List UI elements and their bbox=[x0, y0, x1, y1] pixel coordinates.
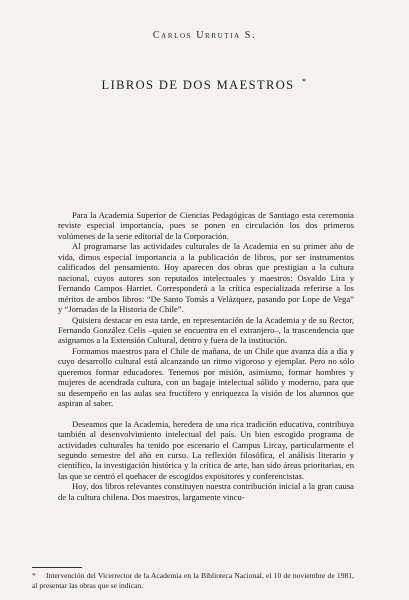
footnote-text: Intervención del Vicerrector de la Academia en la Biblioteca Nacional, el 10 de noviembre de 1981, al presentar las obras que se indican. bbox=[32, 571, 354, 590]
running-header: Carlos Urrutia S. bbox=[152, 30, 257, 41]
article-title-block bbox=[0, 77, 409, 93]
footnote bbox=[32, 571, 354, 590]
body-paragraph: Deseamos que la Academia, heredera de una rica tradición educativa, contribuya también al desenvolvimiento intelectual del país. Un bien escogido programa de actividades culturales ha tenido por escenario el Campus Lircay, particularmente el segundo semestre del año en curso. La reflexión filosófica, el análisis literario y científico, la investigación histórica y la crítica de arte, han sido áreas prioritarias, en las que se centró el quehacer de escogidos expositores y conferencistas. bbox=[58, 418, 354, 481]
body-paragraph: Quisiera destacar en esta tarde, en representación de la Academia y de su Rector, Fernando González Celis –quien se encuentra en el extranjero–, la trascendencia que asignamos a la Extensión Cultural, dentro y fuera de la institución. bbox=[58, 314, 354, 346]
title-footnote-marker: * bbox=[302, 77, 308, 86]
footnote-marker: * bbox=[32, 571, 36, 580]
article-title: LIBROS DE DOS MAESTROS bbox=[101, 78, 295, 93]
article-body bbox=[58, 210, 354, 502]
body-paragraph: Hoy, dos libros relevantes constituyen nuestra contribución inicial a la gran causa de la cultura chilena. Dos maestros, largamente vincu- bbox=[58, 481, 354, 502]
body-paragraph: Formamos maestros para el Chile de mañana, de un Chile que avanza día a día y cuyo desarrollo cultural está alcanzando un ritmo vigoroso y ejemplar. Pero no sólo queremos formar educadores. Tenemos por misión, asimismo, formar hombres y mujeres de acendrada cultura, con un bagaje intelectual sólido y moderno, para que su desempeño en las aulas sea fructífero y enriquezca la visión de los alumnos que aspiran al saber. bbox=[58, 345, 354, 409]
body-paragraph: Al programarse las actividades culturales de la Academia en su primer año de vida, dimos especial importancia a la publicación de libros, por ser instrumentos calificados del pensamiento. Hoy aparecen dos obras que prestigian a la cultura nacional, cuyos autores son reputados intelectuales y maestros: Osvaldo Lira y Fernando Campos Harriet. Corresponderá a la crítica especializada referirse a los méritos de ambos libros: “De Santo Tomás a Velázquez, pasando por Lope de Vega” y “Jornadas de la Historia de Chile”. bbox=[58, 241, 354, 315]
body-paragraph: Para la Academia Superior de Ciencias Pedagógicas de Santiago esta ceremonia reviste especial importancia, pues se ponen en circulación los dos primeros volúmenes de la serie editorial de la Corporación. bbox=[58, 210, 354, 241]
footnote-rule bbox=[32, 567, 82, 568]
